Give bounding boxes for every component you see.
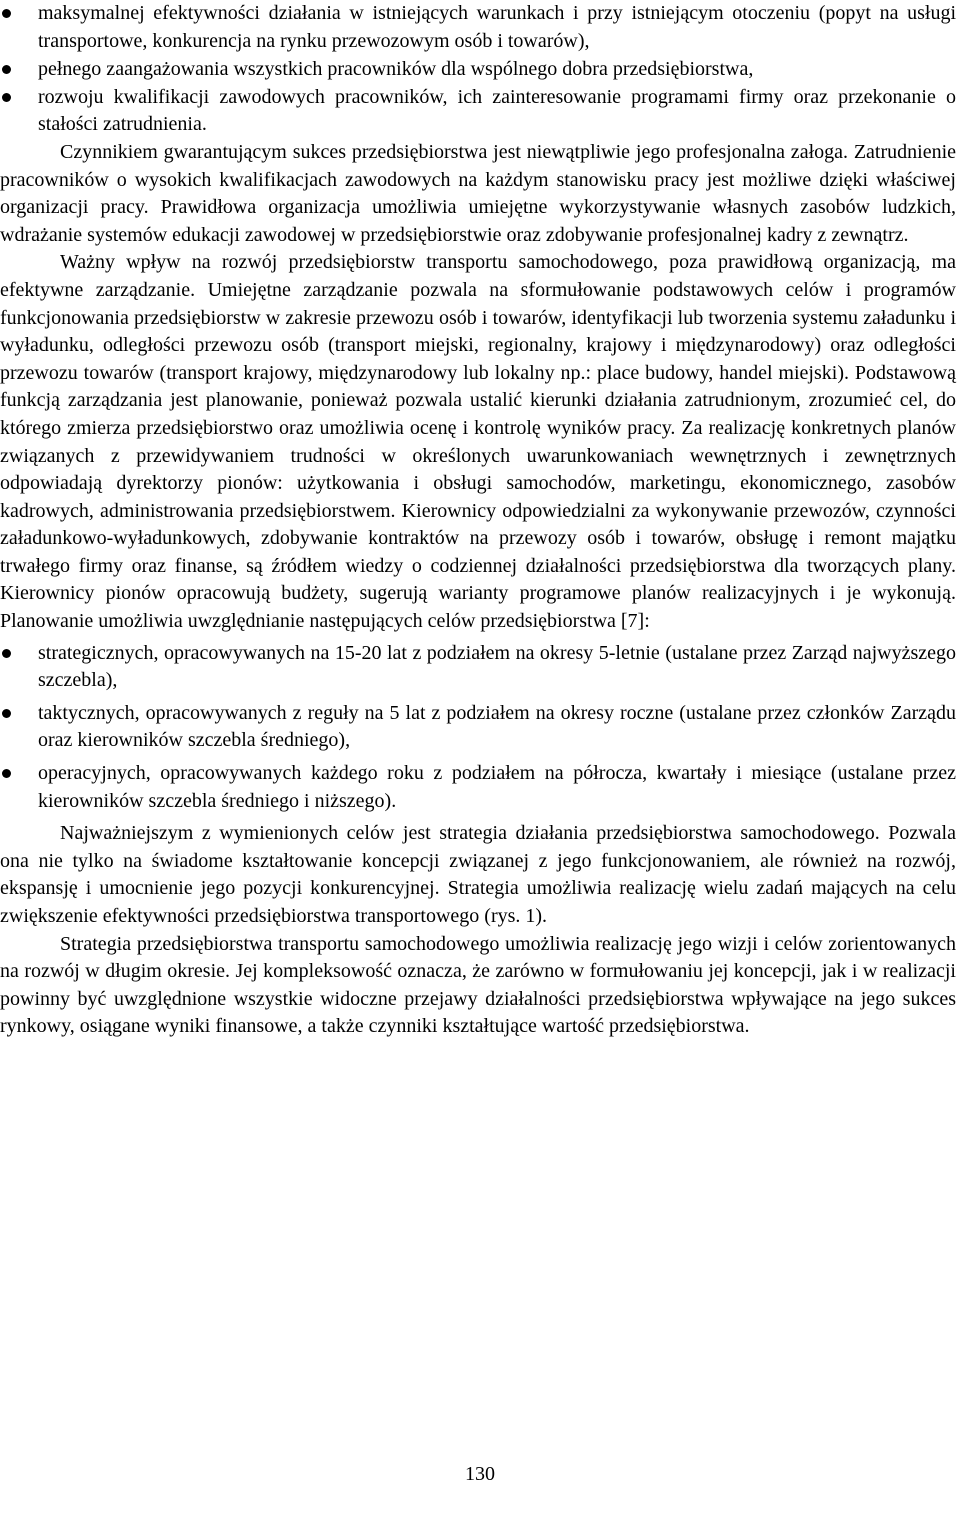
list-item: taktycznych, opracowywanych z reguły na 5 lat z podziałem na okresy roczne (ustalane przez członków Zarządu oraz kierowników szczebla średniego), [0, 700, 956, 755]
list-item: pełnego zaangażowania wszystkich pracowników dla wspólnego dobra przedsiębiorstwa, [0, 56, 956, 84]
bullet-list-goals [0, 640, 956, 816]
list-item: strategicznych, opracowywanych na 15-20 lat z podziałem na okresy 5-letnie (ustalane przez Zarząd najwyższego szczebla), [0, 640, 956, 695]
list-item: operacyjnych, opracowywanych każdego roku z podziałem na półrocza, kwartały i miesiące (ustalane przez kierowników szczebla średniego i niższego). [0, 760, 956, 815]
paragraph-strategy: Najważniejszym z wymienionych celów jest strategia działania przedsiębiorstwa samochodowego. Pozwala ona nie tylko na świadome kształtowanie koncepcji związanej z jego funkcjonowaniem, ale również na rozwój, ekspansję i umocnienie jego pozycji konkurencyjnej. Strategia umożliwia realizację wielu zadań mających na celu zwiększenie efektywności przedsiębiorstwa transportowego (rys. 1). [0, 822, 956, 927]
page-number: 130 [465, 1463, 495, 1485]
paragraph-management: Ważny wpływ na rozwój przedsiębiorstw transportu samochodowego, poza prawidłową organizacją, ma efektywne zarządzanie. Umiejętne zarządzanie pozwala na sformułowanie podstawowych celów i programów funkcjonowania przedsiębiorstw w zakresie przewozu osób i towarów, identyfikacji lub tworzenia systemu załadunku i wyładunku, odległości przewozu osób (transport miejski, regionalny, krajowy i międzynarodowy) oraz odległości przewozu towarów (transport krajowy, międzynarodowy lub lokalny np.: place budowy, handel miejski). Podstawową funkcją zarządzania jest planowanie, ponieważ pozwala ustalić kierunki działania zatrudnionym, zrozumieć cel, do którego zmierza przedsiębiorstwo oraz umożliwia ocenę i kontrolę wyników pracy. Za realizację konkretnych planów związanych z przewidywaniem trudności w określonych uwarunkowaniach wewnętrznych i zewnętrznych odpowiadają dyrektorzy pionów: użytkowania i obsługi samochodów, marketingu, ekonomicznego, zasobów kadrowych, administrowania przedsiębiorstwem. Kierownicy odpowiedzialni za wykonywanie przewozów, czynności załadunkowo-wyładunkowych, zdobywanie kontraktów na przewozy osób i towarów, obsługę i remont majątku trwałego firmy oraz finanse, są źródłem wiedzy o codziennej działalności przedsiębiorstwa dla tworzących plany. Kierownicy pionów opracowują budżety, sugerują warianty programowe planów realizacyjnych i je wykonują. Planowanie umożliwia uwzględnianie następujących celów przedsiębiorstwa [7]: [0, 251, 956, 633]
list-item: rozwoju kwalifikacji zawodowych pracowników, ich zainteresowanie programami firmy oraz przekonanie o stałości zatrudnienia. [0, 84, 956, 139]
bullet-list-effects [0, 0, 956, 139]
list-item: maksymalnej efektywności działania w istniejących warunkach i przy istniejącym otoczeniu (popyt na usługi transportowe, konkurencja na rynku przewozowym osób i towarów), [0, 0, 956, 55]
paragraph-workforce: Czynnikiem gwarantującym sukces przedsiębiorstwa jest niewątpliwie jego profesjonalna załoga. Zatrudnienie pracowników o wysokich kwalifikacjach zawodowych na każdym stanowisku pracy jest możliwe dzięki właściwej organizacji pracy. Prawidłowa organizacja umożliwia umiejętne wykorzystywanie własnych zasobów ludzkich, wdrażanie systemów edukacji zawodowej w przedsiębiorstwie oraz zdobywanie profesjonalnej kadry z zewnątrz. [0, 140, 956, 246]
paragraph-strategy-vision: Strategia przedsiębiorstwa transportu samochodowego umożliwia realizację jego wizji i celów zorientowanych na rozwój w długim okresie. Jej kompleksowość oznacza, że zarówno w formułowaniu jej koncepcji, jak i w realizacji powinny być uwzględnione wszystkie widoczne przejawy działalności przedsiębiorstwa wpływające na jego sukces rynkowy, osiągane wyniki finansowe, a także czynniki kształtujące wartość przedsiębiorstwa. [0, 932, 956, 1038]
